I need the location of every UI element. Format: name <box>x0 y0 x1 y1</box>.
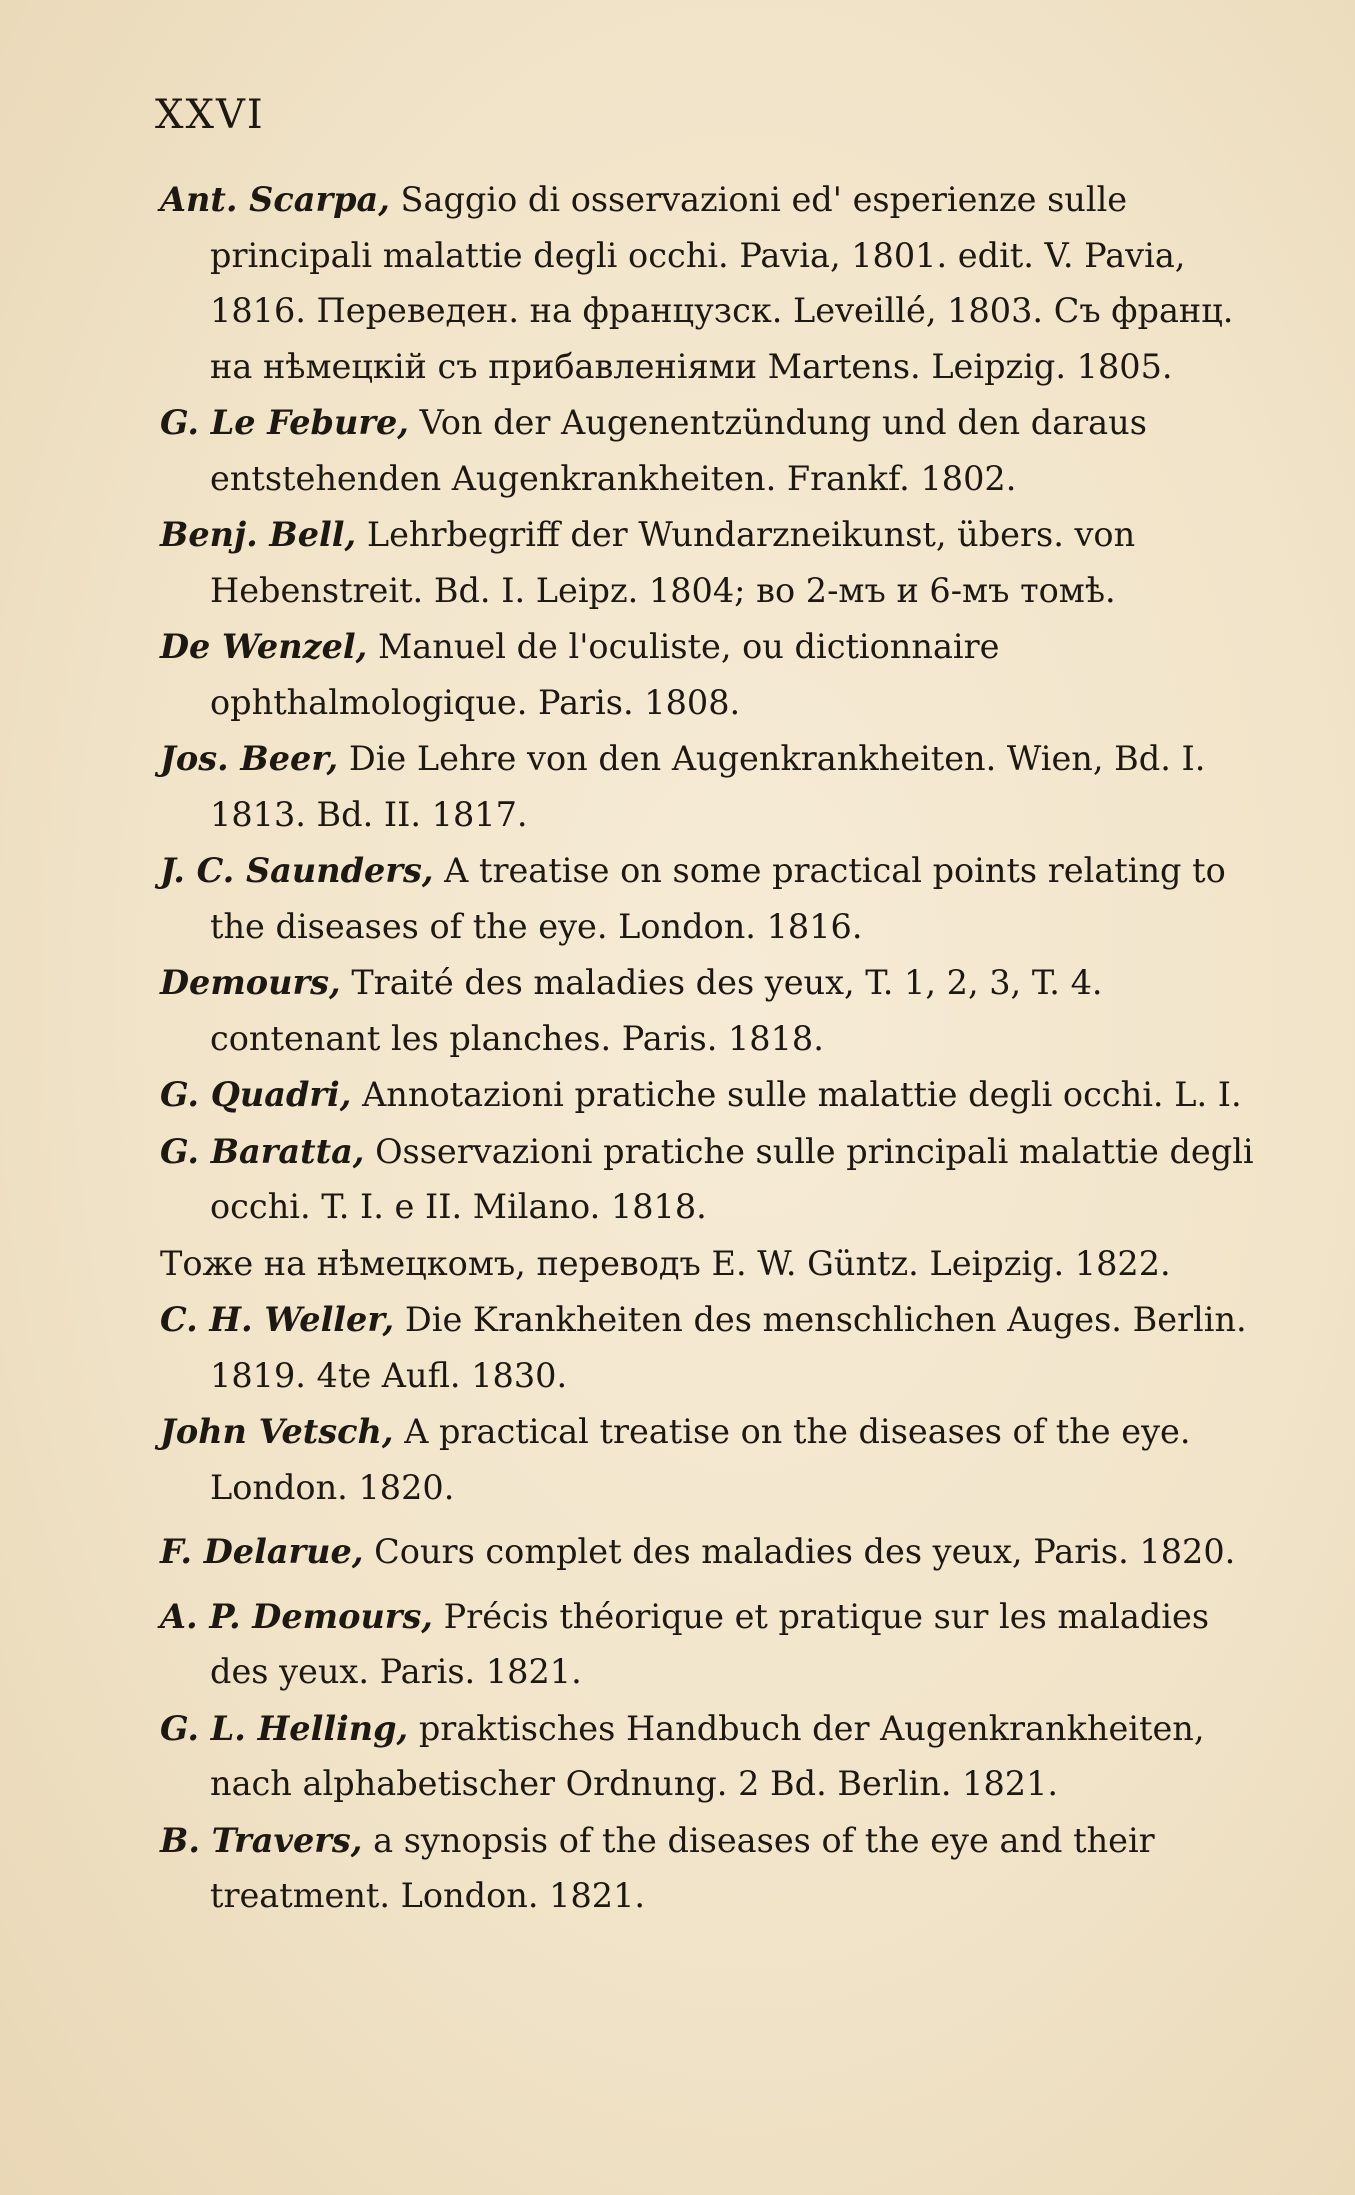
entry-text: Cours complet des maladies des yeux, Paris. 1820. <box>363 1532 1236 1571</box>
entry-author: Ant. Scarpa, <box>160 180 390 219</box>
entry-author: B. Travers, <box>160 1820 363 1860</box>
bibliography-entry <box>160 1701 1270 1812</box>
entry-text: Lehrbegriff der Wundarzneikunst, übers. von Hebenstreit. Bd. I. Leipz. 1804; во 2-мъ и 6-мъ томѣ. <box>210 515 1136 610</box>
bibliography-entry <box>160 1589 1270 1700</box>
entry-text: A treatise on some practical points relating to the diseases of the eye. London. 1816. <box>210 851 1226 946</box>
entry-author: A. P. Demours, <box>160 1596 433 1636</box>
bibliography-entry <box>160 1124 1270 1235</box>
bibliography-list <box>160 172 1270 1925</box>
bibliography-entry <box>160 395 1270 506</box>
page-number: XXVI <box>155 92 265 138</box>
entry-author: G. Quadri, <box>160 1075 352 1114</box>
entry-author: G. Le Febure, <box>160 403 409 442</box>
bibliography-entry <box>160 955 1270 1066</box>
entry-text: Précis théorique et pratique sur les maladies des yeux. Paris. 1821. <box>210 1596 1210 1691</box>
entry-author: F. Delarue, <box>160 1532 364 1571</box>
bibliography-entry <box>160 1236 1270 1292</box>
entry-text: praktisches Handbuch der Augenkrankheiten, nach alphabetischer Ordnung. 2 Bd. Berlin. 1821. <box>210 1708 1205 1803</box>
bibliography-entry <box>160 619 1270 730</box>
entry-author: J. C. Saunders, <box>160 851 434 890</box>
entry-text: Traité des maladies des yeux, T. 1, 2, 3, T. 4. contenant les planches. Paris. 1818. <box>210 963 1103 1058</box>
bibliography-entry <box>160 731 1270 842</box>
entry-text: Saggio di osservazioni ed' esperienze sulle principali malattie degli occhi. Pavia, 1801. edit. V. Pavia, 1816. Переведен. на французск. Leveillé, 1803. Съ франц. на нѣмецкій съ прибавленіями Martens. Leipzig. 1805. <box>210 180 1234 386</box>
entry-text: Die Krankheiten des menschlichen Auges. Berlin. 1819. 4te Aufl. 1830. <box>210 1300 1247 1395</box>
bibliography-entry <box>160 1813 1270 1924</box>
entry-text: Annotazioni pratiche sulle malattie degli occhi. L. I. <box>351 1075 1242 1114</box>
bibliography-entry <box>160 507 1270 618</box>
entry-text: Die Lehre von den Augenkrankheiten. Wien, Bd. I. 1813. Bd. II. 1817. <box>210 739 1206 834</box>
entry-text: A practical treatise on the diseases of the eye. London. 1820. <box>210 1412 1191 1507</box>
bibliography-entry <box>160 1292 1270 1403</box>
entry-text: Тоже на нѣмецкомъ, переводъ E. W. Güntz. Leipzig. 1822. <box>160 1243 1171 1283</box>
bibliography-entry <box>160 1067 1270 1123</box>
entry-text: Von der Augenentzündung und den daraus entstehenden Augenkrankheiten. Frankf. 1802. <box>210 403 1147 498</box>
entry-author: G. Baratta, <box>160 1131 365 1171</box>
bibliography-entry <box>160 1524 1270 1580</box>
entry-author: Demours, <box>160 963 341 1002</box>
bibliography-entry <box>160 1404 1270 1515</box>
entry-author: Jos. Beer, <box>160 739 339 778</box>
entry-text: a synopsis of the diseases of the eye and their treatment. London. 1821. <box>210 1820 1155 1915</box>
entry-text: Osservazioni pratiche sulle principali malattie degli occhi. T. I. e II. Milano. 1818. <box>210 1131 1254 1226</box>
entry-author: John Vetsch, <box>160 1412 394 1451</box>
entry-author: Benj. Bell, <box>160 515 357 554</box>
entry-author: C. H. Weller, <box>160 1300 395 1339</box>
entry-author: De Wenzel, <box>160 627 368 666</box>
bibliography-entry <box>160 843 1270 954</box>
entry-text: Manuel de l'oculiste, ou dictionnaire ophthalmologique. Paris. 1808. <box>210 627 1000 722</box>
bibliography-entry <box>160 172 1270 394</box>
entry-author: G. L. Helling, <box>160 1708 409 1748</box>
